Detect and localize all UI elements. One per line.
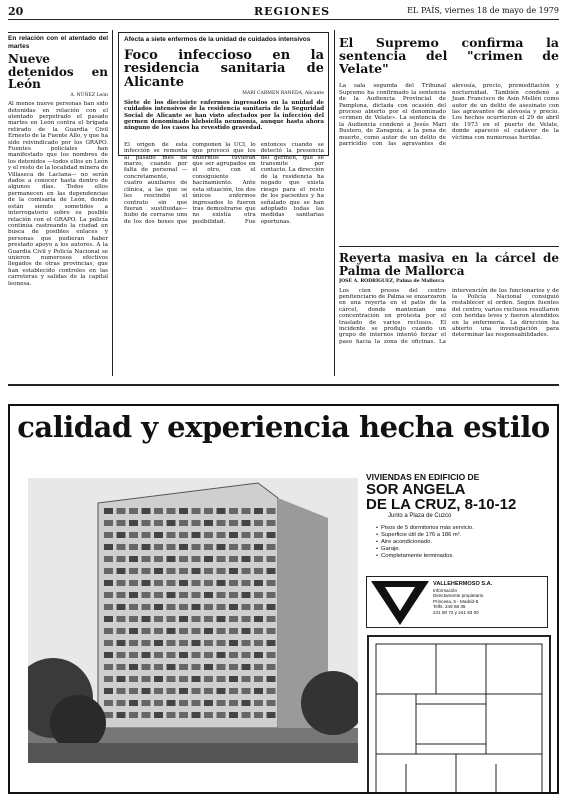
contact-line: Información (433, 588, 458, 593)
page-header (8, 4, 559, 20)
page-number: 20 (8, 5, 24, 18)
feature-item: • Aire acondicionado. (376, 539, 556, 546)
ad-info-panel (366, 472, 556, 615)
feature-item: • Superficie útil de 176 a 186 m². (376, 532, 556, 539)
floor-plan (366, 634, 552, 794)
contact-line: Directamente propietario (433, 593, 484, 599)
ad-contact-box (366, 576, 548, 628)
story-byline: JOSÉ A. RODRÍGUEZ, Palma de Mallorca (339, 279, 445, 285)
feature-item: • Completamente terminados. (376, 553, 556, 560)
story-reyerta-palma (339, 252, 559, 376)
section-title: REGIONES (254, 5, 331, 18)
story-lead: Siete de los diecisiete enfermos ingresados en la unidad de cuidados intensivos de la residencia sanitaria de la Seguridad Social de Alicante se han visto afectados por la infección del germen denominado klebsiella neumonía, aunque hasta ahora ninguno de los casos ha revestido gravedad. (124, 99, 324, 132)
dateline: EL PAÍS, viernes 18 de mayo de 1979 (407, 6, 559, 15)
ad-name-line2: DE LA CRUZ, 8-10-12 (366, 496, 517, 513)
story-byline: MARI CARMEN RANEDA, Alicante (242, 91, 324, 97)
story-headline: Nueve detenidos en León (8, 52, 108, 92)
story-byline: A. NÚÑEZ León (70, 92, 108, 98)
column-divider (334, 30, 335, 376)
feature-item: • Garaje. (376, 546, 556, 553)
developer-name: VALLEHERMOSO S.A. (433, 581, 493, 587)
ad-name-line1: SOR ANGELA (366, 481, 466, 498)
ad-subtitle: VIVIENDAS EN EDIFICIO DE (366, 472, 480, 482)
story-kicker: En relación con el atentado del martes (8, 32, 108, 50)
developer-logo (371, 581, 429, 625)
story-detenidos-leon (8, 32, 108, 374)
ad-location: Junto a Plaza de Cuzco (388, 513, 452, 519)
story-headline: Reyerta masiva en la cárcel de Palma de Mallorca (339, 252, 559, 278)
story-alicante (124, 36, 324, 376)
story-divider (339, 246, 559, 247)
contact-line: 241 80 72 y 241 93 00 (433, 609, 479, 615)
advertisement (8, 404, 559, 794)
story-body: Al menos nueve personas han sido detenidas en relación con el atentado perpetrado el pasado martes en León contra el brigada retirado de la Guardia Civil Ernesto de la Fuente Allo, y que ha sido reivindicado por los GRAPO. Fuentes policiales han manifestado que los nombres de los detenidos —todos ellos en León y el resto de la localidad minera de Villaseca de Laciana— no serán dados a conocer hasta dentro de algunos días. Todos ellos permanecen en las dependencias de la comisaría de León, donde están siendo sometidos a interrogatorio sobre su posible relación con el GRAPO. La policía continúa rastreando la ciudad en busca de posibles enlaces y personas que pudieran haber prestado apoyo a los autores. A la Guardia Civil y Policía Nacional se unieron numerosos efectivos llegados de otras provincias, que han establecido controles en las carreteras y salidas de la capital leonesa. (8, 101, 108, 287)
contact-line: Princesa, 5 - Madrid-8 (433, 598, 479, 604)
story-body: El origen de esta infección se remonta al pasado mes de marzo, cuando por falta de personal —concretamente, cuatro auxiliares de clínica, a las que se les rescindió el contrato sin que fueran sustituidas— hubo de cerrarse uno de los dos boxes que componen la UCI, lo que provocó que los enfermos tuvieran que ser agrupados en el otro, con el consiguiente hacinamiento. Ante esta situación, los dos únicos enfermos ingresados lo fueron tras demostrarse que no existía otra posibilidad. Fue entonces cuando se detectó la presencia del germen, que se transmite por contacto. La dirección de la residencia ha negado que exista riesgo para el resto de los pacientes y ha señalado que se han adoptado todas las medidas sanitarias oportunas. (124, 141, 324, 225)
story-crimen-velate (339, 36, 559, 242)
story-kicker: Afecta a siete enfermos de la unidad de cuidados intensivos (124, 36, 311, 43)
building-photo (28, 478, 358, 763)
story-headline: Foco infeccioso en la residencia sanitaria de Alicante (124, 47, 324, 90)
feature-item: • Pisos de 5 dormitorios más servicio. (376, 525, 556, 532)
ad-headline: calidad y experiencia hecha estilo (17, 410, 550, 444)
ad-features (366, 525, 556, 560)
contact-lines (433, 588, 483, 615)
contact-line: Telfs. 248 68 35 (433, 604, 466, 610)
story-body: Los cien presos del centro penitenciario de Palma se enzarzaron en una reyerta en el patio de la cárcel, donde mantenían una concentración en protesta por el traslado de varios reclusos. El incidente se produjo cuando un grupo de internos intentó forzar el paso hacia la zona de oficinas. La intervención de los funcionarios y de la Policía Nacional consiguió restablecer el orden. Según fuentes del centro, varios reclusos resultaron con heridas leves y fueron atendidos en la enfermería. La dirección ha abierto una investigación para determinar las responsabilidades. (339, 287, 559, 345)
story-body: La sala segunda del Tribunal Supremo ha confirmado la sentencia de la Audiencia Provincial de Pamplona, dictada con ocasión del proceso abierto por el denominado «crimen de Velate». La sentencia de la Audiencia condenó a Jesús Mari Bustero, de Zaragoza, a la pena de muerte, como autor de un delito de parricidio con las agravantes de alevosía, precio, premeditación y nocturnidad. También condenó a Juan Francisco de Asín Mellén como autor de un delito de asesinato con las agravantes de alevosía y precio. Los hechos ocurrieron el 29 de abril de 1973 en el puerto de Velate, donde apareció el cadáver de la víctima con numerosas heridas. (339, 83, 559, 148)
ad-top-rule (8, 384, 559, 386)
story-headline: El Supremo confirma la sentencia del "crimen de Velate" (339, 36, 559, 77)
column-divider (112, 30, 113, 376)
